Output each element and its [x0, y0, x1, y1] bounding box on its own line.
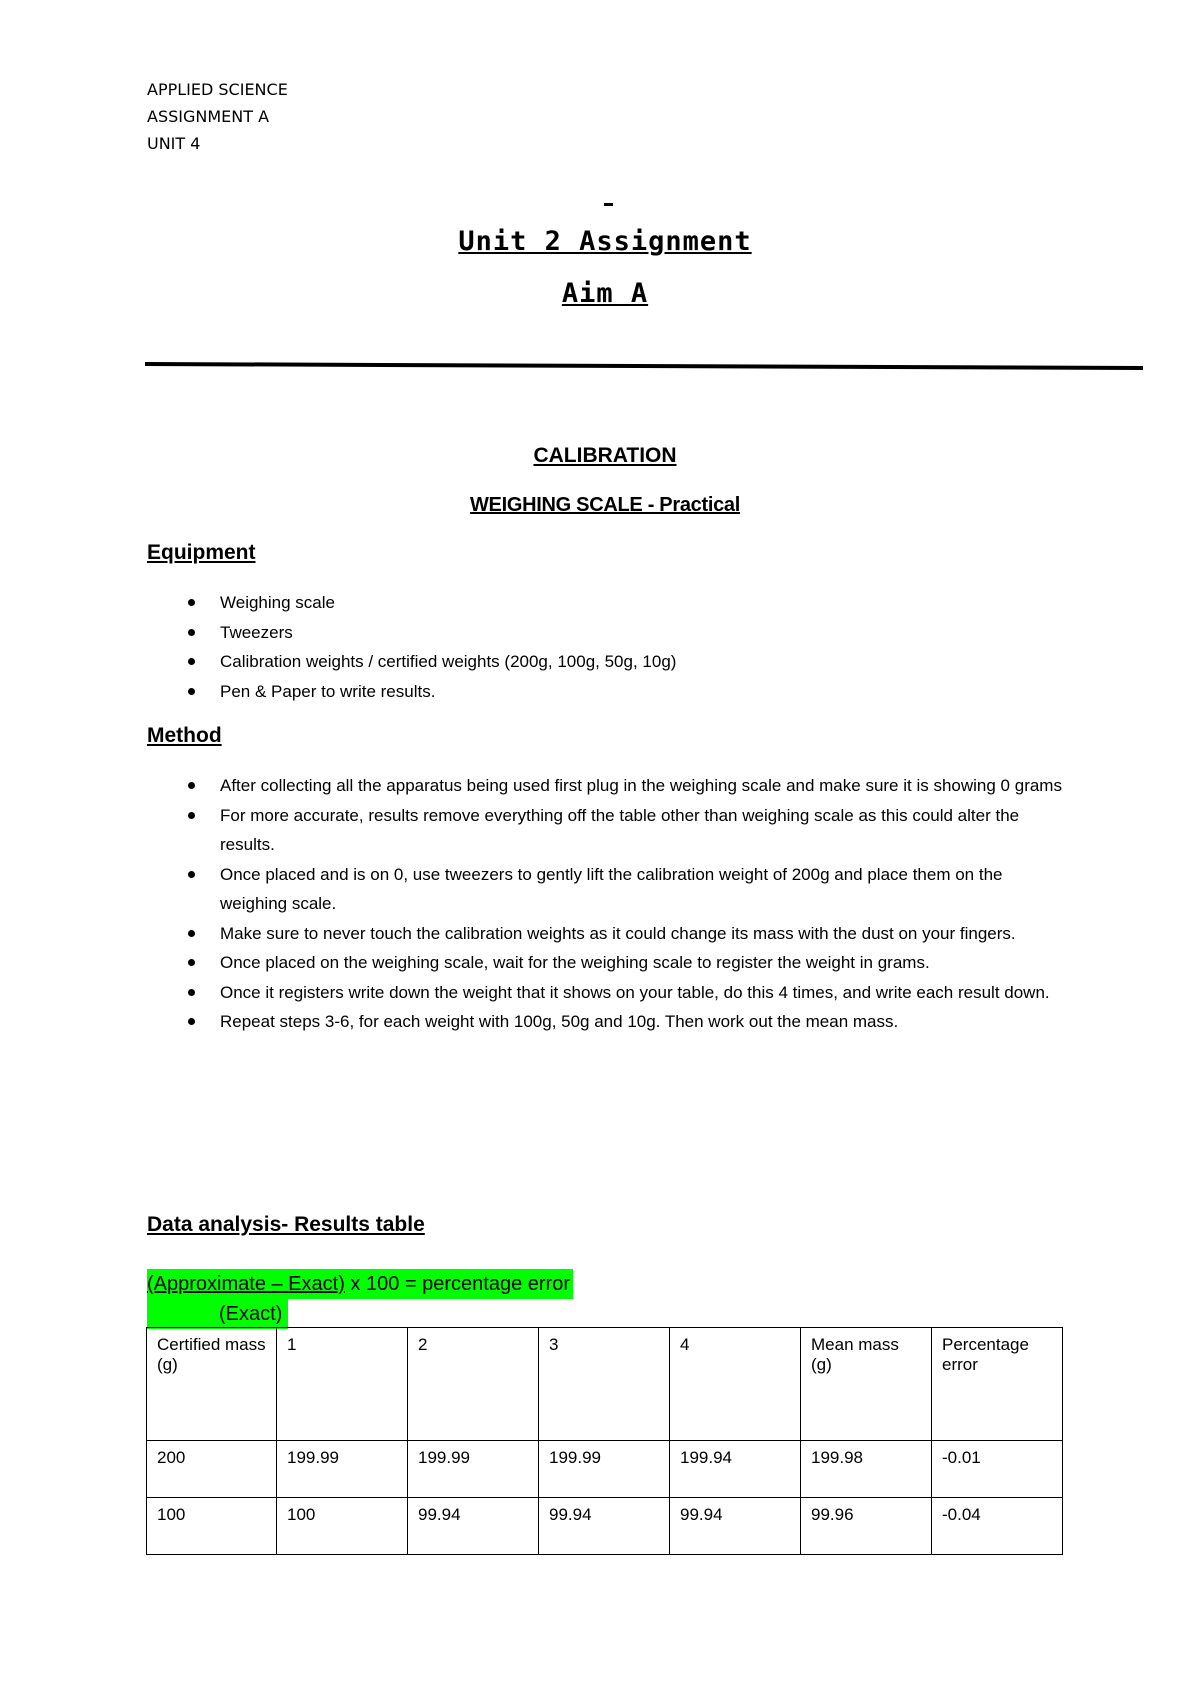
- list-item: For more accurate, results remove everything off the table other than weighing scale as this could alter the results.: [147, 801, 1067, 860]
- method-heading: Method: [147, 724, 222, 747]
- equipment-list: [147, 588, 676, 706]
- horizontal-rule: [145, 360, 1143, 370]
- formula-denominator-line: [147, 1299, 288, 1329]
- table-cell: 100: [147, 1498, 277, 1555]
- header-unit: UNIT 4: [147, 134, 201, 153]
- formula-line: [147, 1269, 573, 1299]
- header-cell: 4: [670, 1328, 801, 1441]
- table-cell: 199.99: [408, 1441, 539, 1498]
- header-cell: 3: [539, 1328, 670, 1441]
- table-cell: -0.01: [932, 1441, 1063, 1498]
- table-cell: 200: [147, 1441, 277, 1498]
- list-item: After collecting all the apparatus being used first plug in the weighing scale and make sure it is showing 0 grams: [147, 771, 1067, 801]
- header-cell: 2: [408, 1328, 539, 1441]
- list-item: Once placed on the weighing scale, wait for the weighing scale to register the weight in grams.: [147, 948, 1067, 978]
- list-item: Once placed and is on 0, use tweezers to gently lift the calibration weight of 200g and place them on the weighing scale.: [147, 860, 1067, 919]
- header-cell: 1: [277, 1328, 408, 1441]
- header-cell: Certified mass (g): [147, 1328, 277, 1441]
- analysis-heading: Data analysis- Results table: [147, 1213, 425, 1236]
- table-cell: 199.99: [277, 1441, 408, 1498]
- calibration-heading: CALIBRATION: [533, 444, 677, 467]
- list-item: Calibration weights / certified weights (200g, 100g, 50g, 10g): [147, 647, 676, 677]
- table-cell: 99.94: [408, 1498, 539, 1555]
- dash-mark: [604, 203, 613, 206]
- list-item: Repeat steps 3-6, for each weight with 100g, 50g and 10g. Then work out the mean mass.: [147, 1007, 1067, 1037]
- document-title: Unit 2 Assignment: [458, 226, 752, 257]
- list-item: Tweezers: [147, 618, 676, 648]
- table-row: [147, 1498, 1063, 1555]
- results-table: [146, 1327, 1063, 1555]
- document-aim: Aim A: [561, 278, 649, 309]
- formula-denominator: (Exact): [219, 1303, 283, 1325]
- table-cell: 100: [277, 1498, 408, 1555]
- table-cell: 99.94: [539, 1498, 670, 1555]
- table-header-row: [147, 1328, 1063, 1441]
- list-item: Weighing scale: [147, 588, 676, 618]
- header-cell: Mean mass (g): [801, 1328, 932, 1441]
- header-assignment: ASSIGNMENT A: [147, 107, 270, 126]
- formula-numerator: (Approximate – Exact): [147, 1273, 345, 1295]
- header-subject: APPLIED SCIENCE: [147, 80, 288, 99]
- table-row: [147, 1441, 1063, 1498]
- table-cell: 199.98: [801, 1441, 932, 1498]
- method-list: [147, 771, 1067, 1037]
- table-cell: -0.04: [932, 1498, 1063, 1555]
- table-cell: 99.96: [801, 1498, 932, 1555]
- table-cell: 99.94: [670, 1498, 801, 1555]
- equipment-heading: Equipment: [147, 541, 256, 564]
- list-item: Make sure to never touch the calibration weights as it could change its mass with the dust on your fingers.: [147, 919, 1067, 949]
- document-header: [147, 76, 288, 157]
- formula-rest: x 100 = percentage error: [344, 1273, 570, 1295]
- table-cell: 199.94: [670, 1441, 801, 1498]
- header-cell: Percentage error: [932, 1328, 1063, 1441]
- list-item: Once it registers write down the weight that it shows on your table, do this 4 times, and write each result down.: [147, 978, 1067, 1008]
- list-item: Pen & Paper to write results.: [147, 677, 676, 707]
- practical-heading: WEIGHING SCALE - Practical: [469, 494, 741, 516]
- table-cell: 199.99: [539, 1441, 670, 1498]
